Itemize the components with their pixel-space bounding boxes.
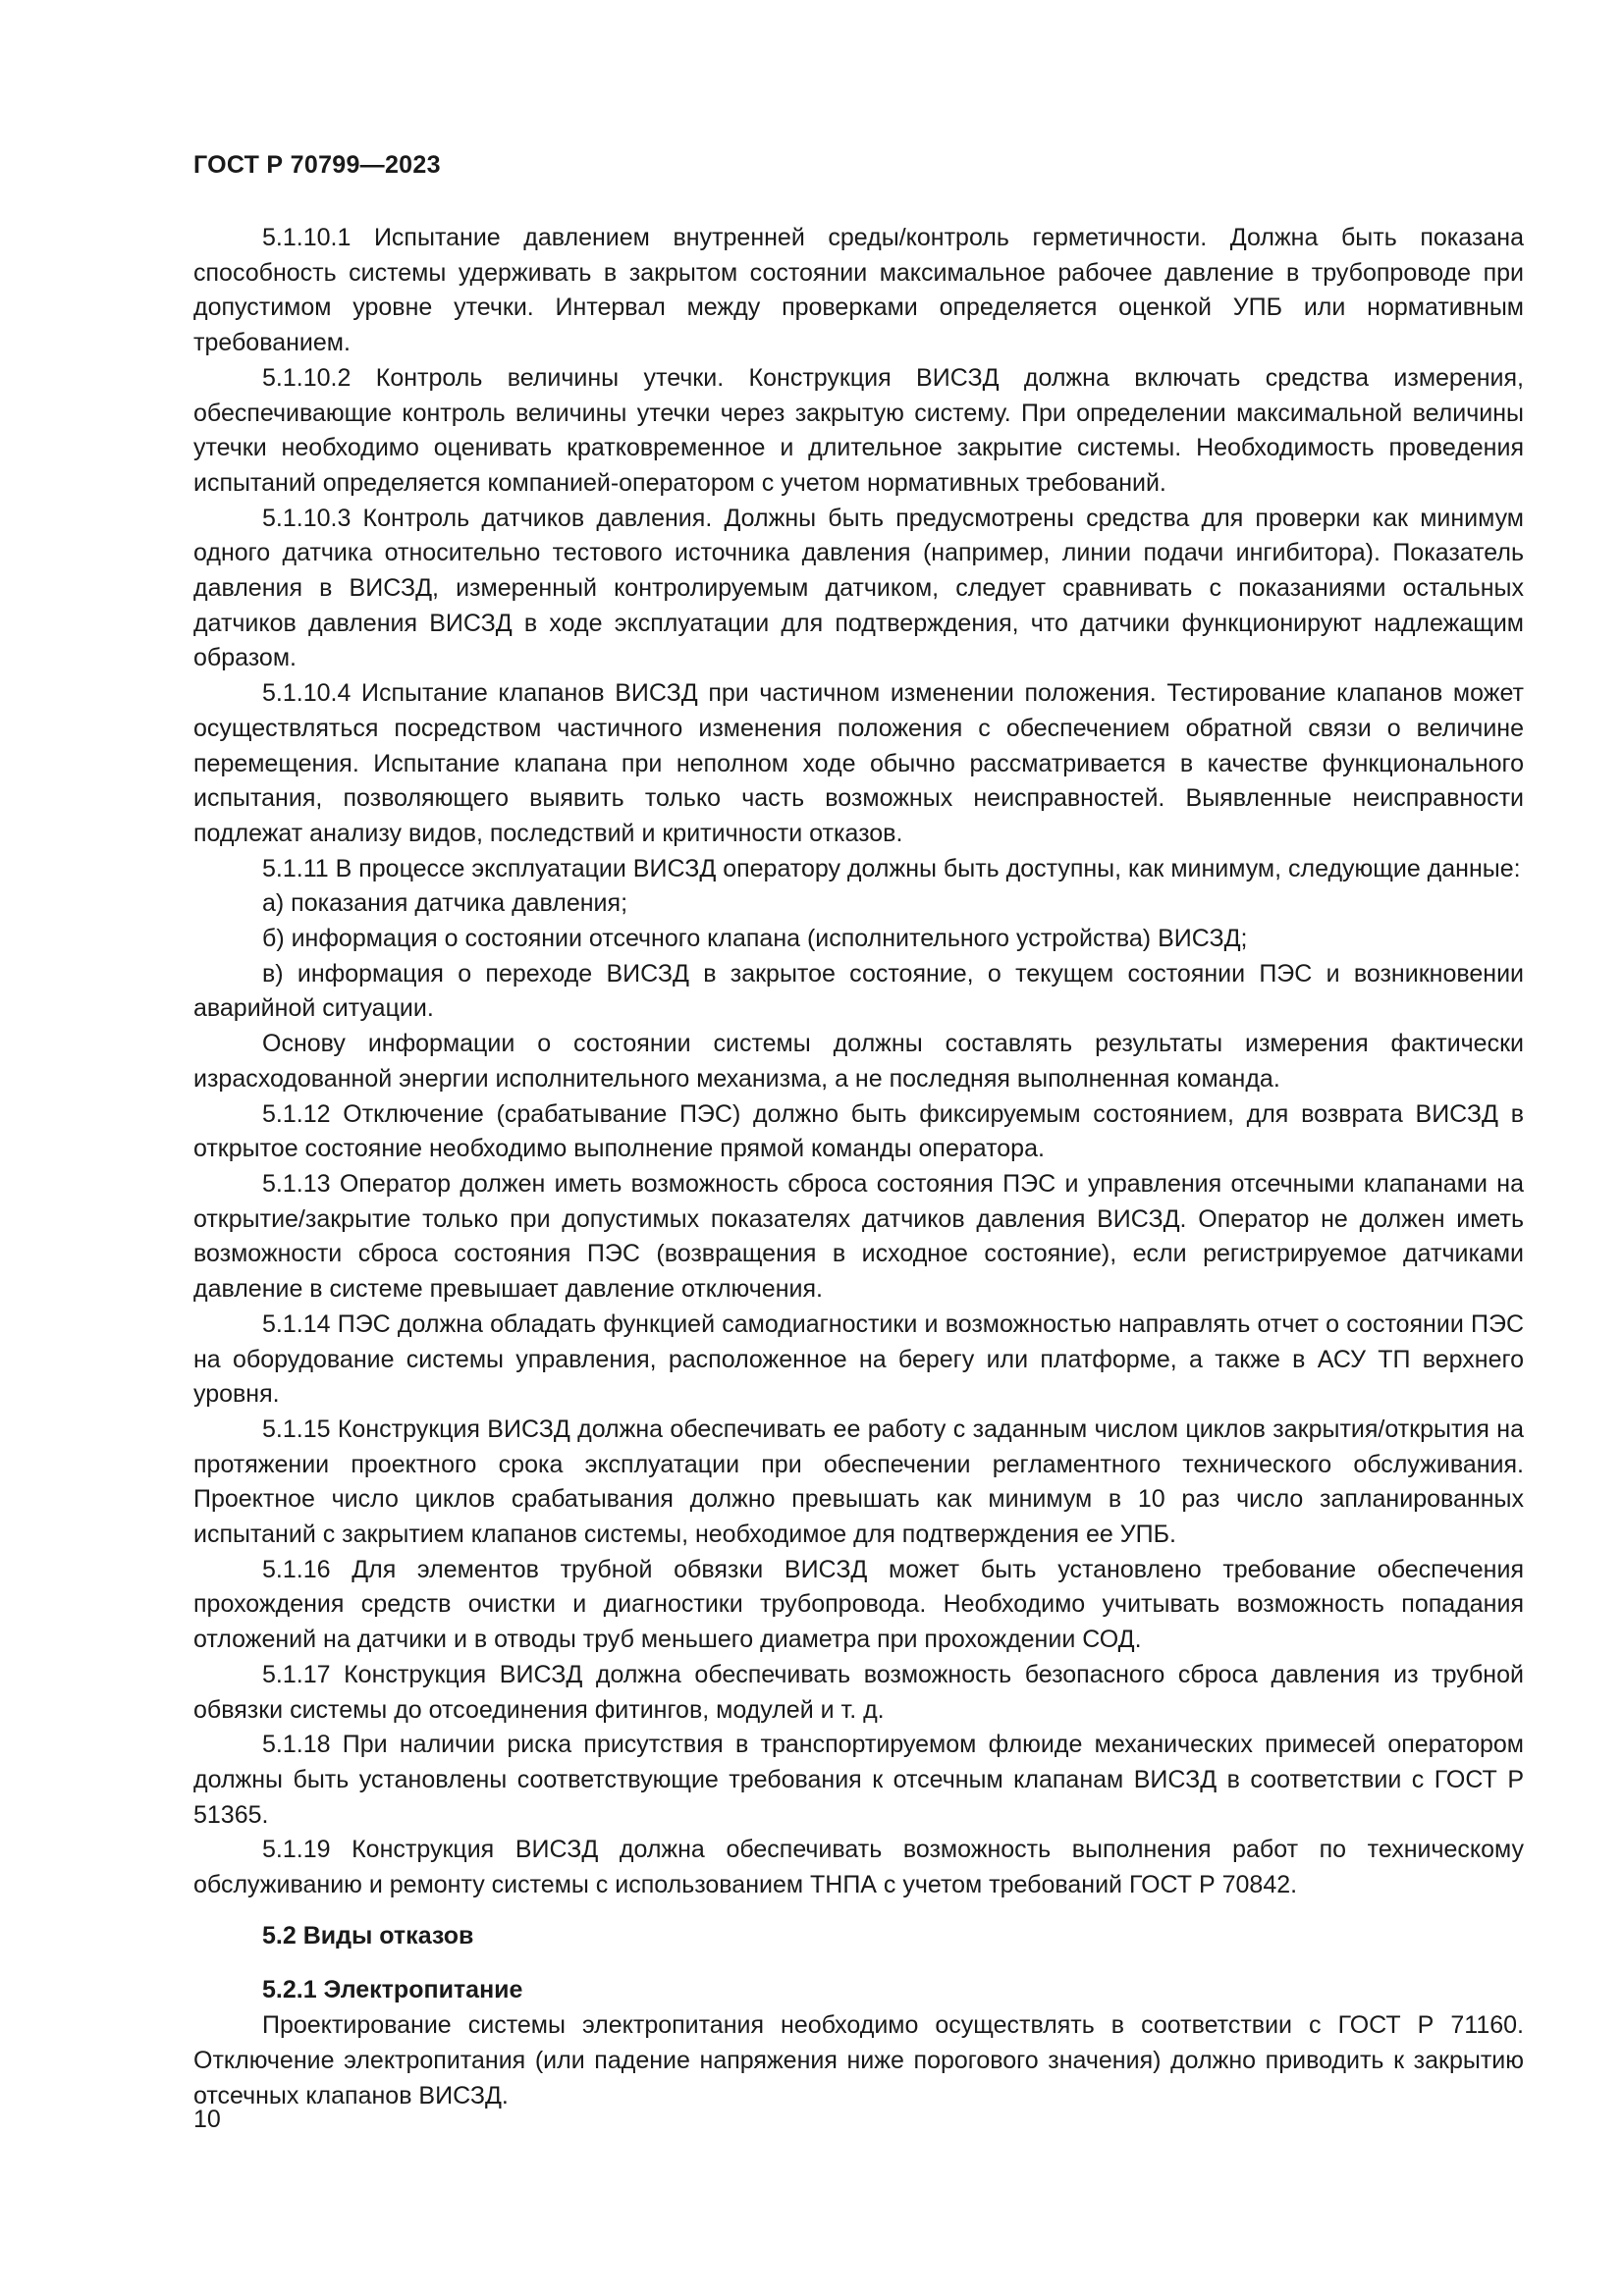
subsection-heading-5-2-1: 5.2.1 Электропитание [262,1976,523,2004]
paragraph-5-1-10-1: 5.1.10.1 Испытание давлением внутренней среды/контроль герметичности. Должна быть показана способность системы удерживать в закрытом состоянии максимальное рабочее давление в трубопроводе при допустимом уровне утечки. Интервал между проверками определяется оценкой УПБ или нормативным требованием. [193,224,1524,357]
document-body [193,221,1524,2113]
paragraph-5-2-1: Проектирование системы электропитания необходимо осуществлять в соответствии с ГОСТ Р 71160. Отключение электропитания (или падение напряжения ниже порогового значения) должно приводить к закрытию отсечных клапанов ВИСЗД. [193,2011,1524,2109]
paragraph-5-1-17: 5.1.17 Конструкция ВИСЗД должна обеспечивать возможность безопасного сброса давления из трубной обвязки системы до отсоединения фитингов, модулей и т. д. [193,1660,1524,1724]
paragraph-info-basis: Основу информации о состоянии системы должны составлять результаты измерения фактически израсходованной энергии исполнительного механизма, а не последняя выполненная команда. [193,1030,1524,1093]
document-code-header: ГОСТ Р 70799—2023 [193,151,441,179]
paragraph-5-1-10-2: 5.1.10.2 Контроль величины утечки. Конструкция ВИСЗД должна включать средства измерения, обеспечивающие контроль величины утечки через закрытую систему. При определении максимальной величины утечки необходимо оценивать кратковременное и длительное закрытие системы. Необходимость проведения испытаний определяется компанией-оператором с учетом нормативных требований. [193,363,1524,497]
paragraph-5-1-14: 5.1.14 ПЭС должна обладать функцией самодиагностики и возможностью направлять отчет о состоянии ПЭС на оборудование системы управления, расположенное на берегу или платформе, а также в АСУ ТП верхнего уровня. [193,1309,1524,1409]
section-heading-5-2: 5.2 Виды отказов [262,1921,474,1949]
paragraph-5-1-19: 5.1.19 Конструкция ВИСЗД должна обеспечивать возможность выполнения работ по техническому обслуживанию и ремонту системы с использованием ТНПА с учетом требований ГОСТ Р 70842. [193,1836,1524,1899]
paragraph-5-1-13: 5.1.13 Оператор должен иметь возможность сброса состояния ПЭС и управления отсечными клапанами на открытие/закрытие только при допустимых показателях датчиков давления ВИСЗД. Оператор не должен иметь возможности сброса состояния ПЭС (возвращения в исходное состояние), если регистрируемое датчиками давление в системе превышает давление отключения. [193,1169,1524,1304]
list-item-v: в) информация о переходе ВИСЗД в закрытое состояние, о текущем состоянии ПЭС и возникновении аварийной ситуации. [193,959,1524,1023]
paragraph-5-1-11: 5.1.11 В процессе эксплуатации ВИСЗД оператору должны быть доступны, как минимум, следующие данные: [262,854,1521,882]
list-item-b: б) информация о состоянии отсечного клапана (исполнительного устройства) ВИСЗД; [262,925,1248,953]
paragraph-5-1-12: 5.1.12 Отключение (срабатывание ПЭС) должно быть фиксируемым состоянием, для возврата ВИСЗД в открытое состояние необходимо выполнение прямой команды оператора. [193,1099,1524,1163]
paragraph-5-1-15: 5.1.15 Конструкция ВИСЗД должна обеспечивать ее работу с заданным числом циклов закрытия/открытия на протяжении проектного срока эксплуатации при обеспечении регламентного технического обслуживания. Проектное число циклов срабатывания должно превышать как минимум в 10 раз число запланированных испытаний с закрытием клапанов системы, необходимое для подтверждения ее УПБ. [193,1415,1524,1549]
list-item-a: а) показания датчика давления; [262,889,628,918]
page-number: 10 [193,2106,221,2133]
paragraph-5-1-10-4: 5.1.10.4 Испытание клапанов ВИСЗД при частичном изменении положения. Тестирование клапанов может осуществляться посредством частичного изменения положения с обеспечением обратной связи о величине перемещения. Испытание клапана при неполном ходе обычно рассматривается в качестве функционального испытания, позволяющего выявить только часть возможных неисправностей. Выявленные неисправности подлежат анализу видов, последствий и критичности отказов. [193,679,1524,847]
paragraph-5-1-18: 5.1.18 При наличии риска присутствия в транспортируемом флюиде механических примесей оператором должны быть установлены соответствующие требования к отсечным клапанам ВИСЗД в соответствии с ГОСТ Р 51365. [193,1731,1524,1829]
paragraph-5-1-16: 5.1.16 Для элементов трубной обвязки ВИСЗД может быть установлено требование обеспечения прохождения средств очистки и диагностики трубопровода. Необходимо учитывать возможность попадания отложений на датчики и в отводы труб меньшего диаметра при прохождении СОД. [193,1555,1524,1654]
paragraph-5-1-10-3: 5.1.10.3 Контроль датчиков давления. Должны быть предусмотрены средства для проверки как минимум одного датчика относительно тестового источника давления (например, линии подачи ингибитора). Показатель давления в ВИСЗД, измеренный контролируемым датчиком, следует сравнивать с показаниями остальных датчиков давления ВИСЗД в ходе эксплуатации для подтверждения, что датчики функционируют надлежащим образом. [193,504,1524,672]
